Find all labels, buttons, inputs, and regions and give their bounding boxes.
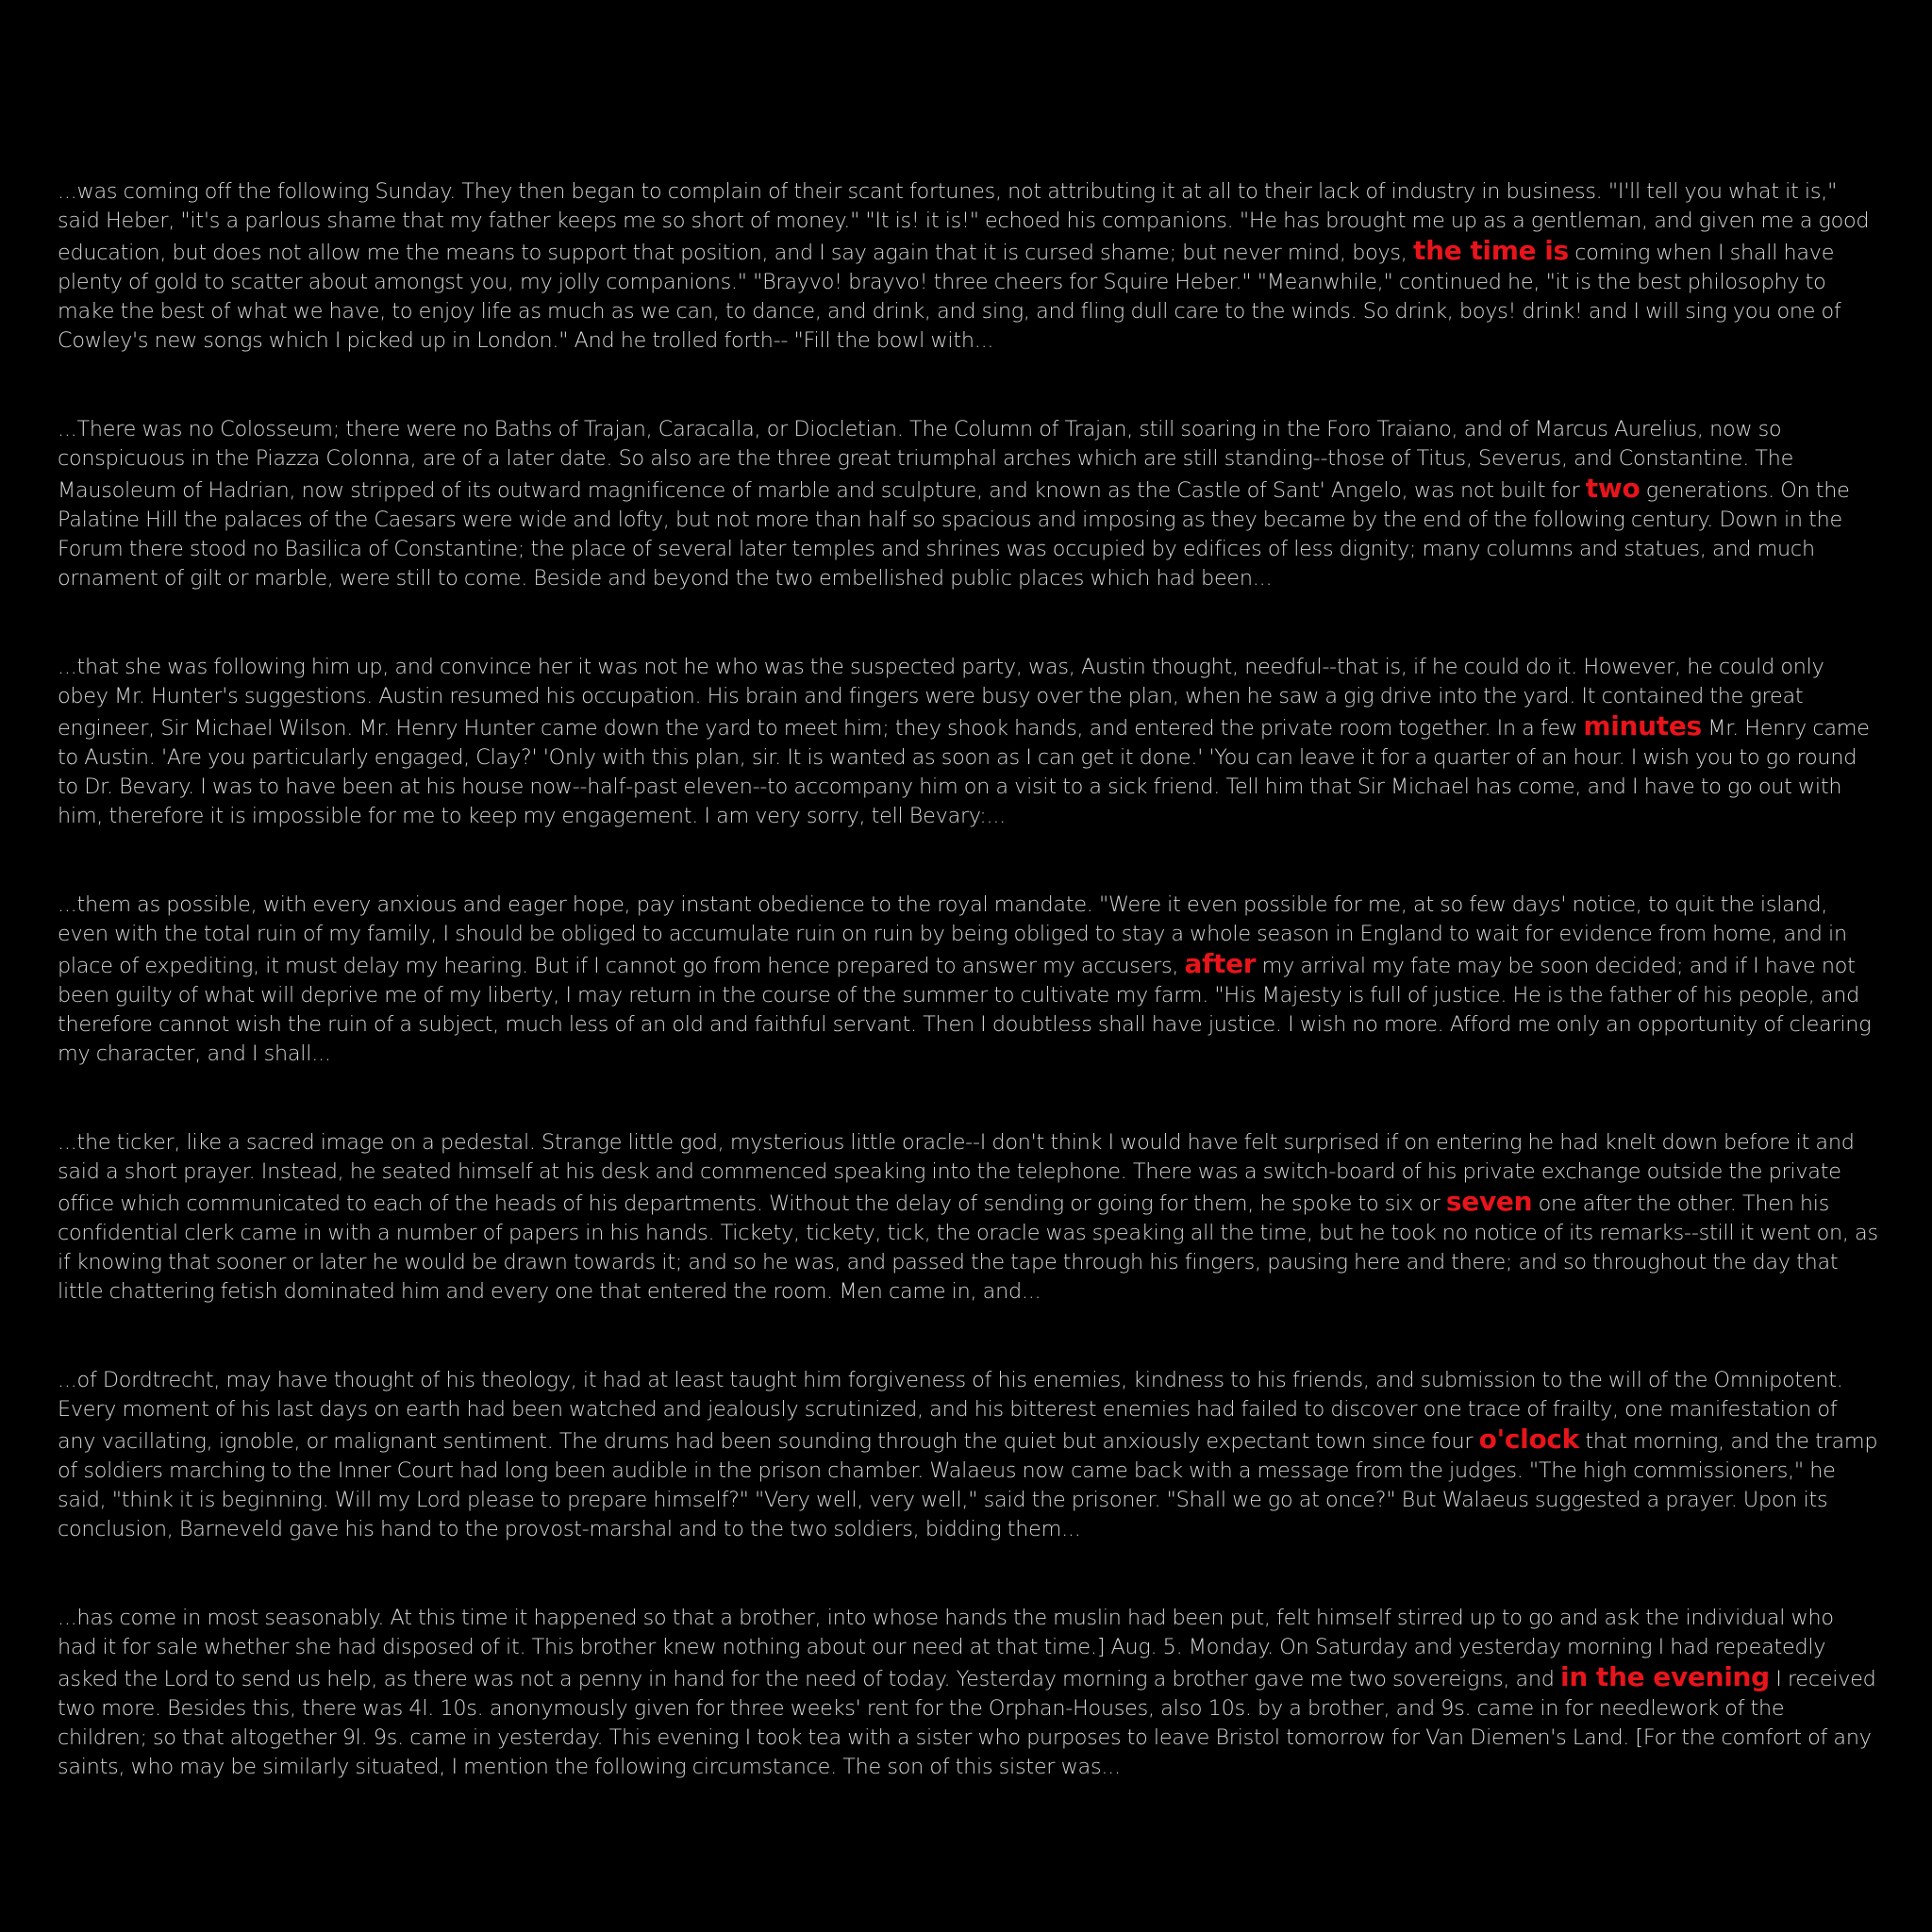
passage-text-after: one after the other. Then his confidential clerk came in with a number of papers in his hands. Tickety, tickety, tick, the oracle was speaking all the time, but he took no notice of its remarks--still it went on, as if knowing that sooner or later he would be drawn towards it; and so he was, and passed the tape through his fingers, pausing here and there; and so throughout the day that little chattering fetish dominated him and every one that entered the room. Men came in, and... [58,1191,1878,1304]
passage-text-before: ...that she was following him up, and convince her it was not he who was the suspected party, was, Austin thought, needful--that is, if he could do it. However, he could only obey Mr. Hunter's suggestions. Austin resumed his occupation. His brain and fingers were busy over the plan, when he saw a gig drive into the yard. It contained the great engineer, Sir Michael Wilson. Mr. Henry Hunter came down the yard to meet him; they shook hands, and entered the private room together. In a few [58,655,1824,741]
passage-text-after: coming when I shall have plenty of gold to scatter about amongst you, my jolly companions." "Brayvo! brayvo! three cheers for Squire Heber." "Meanwhile," continued he, "it is the best philosophy to make the best of what we have, to enjoy life as much as we can, to dance, and drink, and sing, and fling dull care to the winds. So drink, boys! drink! and I will sing you one of Cowley's new songs which I picked up in London." And he trolled forth-- "Fill the bowl with... [58,241,1841,353]
highlighted-time-phrase: the time is [1412,235,1569,266]
passage-text-after: I received two more. Besides this, there was 4l. 10s. anonymously given for three weeks' rent for the Orphan-Houses, also 10s. by a brother, and 9s. came in for needlework of the children; so that altogether 9l. 9s. came in yesterday. This evening I took tea with a sister who purposes to leave Bristol tomorrow for Van Diemen's Land. [For the comfort of any saints, who may be similarly situated, I mention the following circumstance. The son of this sister was... [58,1667,1876,1779]
passage-6 [58,1366,1878,1544]
passage-text-before: ...was coming off the following Sunday. They then began to complain of their scant fortunes, not attributing it at all to their lack of industry in business. "I'll tell you what it is," said Heber, "it's a parlous shame that my father keeps me so short of money." "It is! it is!" echoed his companions. "He has brought me up as a gentleman, and given me a good education, but does not allow me the means to support that position, and I say again that it is cursed shame; but never mind, boys, [58,179,1870,265]
passage-4 [58,891,1878,1069]
passage-text-after: that morning, and the tramp of soldiers marching to the Inner Court had long been audible in the prison chamber. Walaeus now came back with a message from the judges. "The high commissioners," he said, "think it is beginning. Will my Lord please to prepare himself?" "Very well, very well," said the prisoner. "Shall we go at once?" But Walaeus suggested a prayer. Upon its conclusion, Barneveld gave his hand to the provost-marshal and to the two soldiers, bidding them... [58,1429,1878,1541]
highlighted-time-phrase: o'clock [1478,1424,1579,1455]
highlighted-time-phrase: after [1184,948,1257,979]
passage-text-before: ...There was no Colosseum; there were no Baths of Trajan, Caracalla, or Diocletian. The Column of Trajan, still soaring in the Foro Traiano, and of Marcus Aurelius, now so conspicuous in the Piazza Colonna, are of a later date. So also are the three great triumphal arches which are still standing--those of Titus, Severus, and Constantine. The Mausoleum of Hadrian, now stripped of its outward magnificence of marble and sculpture, and known as the Castle of Sant' Angelo, was not built for [58,417,1794,503]
passage-text-after: Mr. Henry came to Austin. 'Are you particularly engaged, Clay?' 'Only with this plan, sir. It is wanted as soon as I can get it done.' 'You can leave it for a quarter of an hour. I wish you to go round to Dr. Bevary. I was to have been at his house now--half-past eleven--to accompany him on a visit to a sick friend. Tell him that Sir Michael has come, and I have to go out with him, therefore it is impossible for me to keep my engagement. I am very sorry, tell Bevary:... [58,716,1870,828]
highlighted-time-phrase: seven [1445,1186,1533,1217]
passage-2 [58,415,1878,593]
passage-3 [58,653,1878,831]
passage-text-after: my arrival my fate may be soon decided; and if I have not been guilty of what will deprive me of my liberty, I may return in the course of the summer to cultivate my farm. "His Majesty is full of justice. He is the father of his people, and therefore cannot wish the ruin of a subject, much less of an old and faithful servant. Then I doubtless shall have justice. I wish no more. Afford me only an opportunity of clearing my character, and I shall... [58,954,1872,1066]
passage-1 [58,177,1878,356]
passage-text-before: ...the ticker, like a sacred image on a pedestal. Strange little god, mysterious little oracle--I don't think I would have felt surprised if on entering he had knelt down before it and said a short prayer. Instead, he seated himself at his desk and commenced speaking into the telephone. There was a switch-board of his private exchange outside the private office which communicated to each of the heads of his departments. Without the delay of sending or going for them, he spoke to six or [58,1130,1855,1216]
highlighted-time-phrase: in the evening [1560,1661,1770,1692]
document-page [58,177,1878,1841]
passage-5 [58,1128,1878,1307]
passage-text-before: ...them as possible, with every anxious and eager hope, pay instant obedience to the royal mandate. "Were it even possible for me, at so few days' notice, to quit the island, even with the total ruin of my family, I should be obliged to accumulate ruin on ruin by being obliged to stay a whole season in England to wait for evidence from home, and in place of expediting, it must delay my hearing. But if I cannot go from hence prepared to answer my accusers, [58,892,1847,978]
passage-text-before: ...of Dordtrecht, may have thought of his theology, it had at least taught him forgiveness of his enemies, kindness to his friends, and submission to the will of the Omnipotent. Every moment of his last days on earth had been watched and jealously scrutinized, and his bitterest enemies had failed to discover one trace of frailty, one manifestation of any vacillating, ignoble, or malignant sentiment. The drums had been sounding through the quiet but anxiously expectant town since four [58,1368,1843,1454]
passage-7 [58,1604,1878,1782]
highlighted-time-phrase: two [1585,473,1641,504]
passage-text-before: ...has come in most seasonably. At this time it happened so that a brother, into whose hands the muslin had been put, felt himself stirred up to go and ask the individual who had it for sale whether she had disposed of it. This brother knew nothing about our need at that time.] Aug. 5. Monday. On Saturday and yesterday morning I had repeatedly asked the Lord to send us help, as there was not a penny in hand for the need of today. Yesterday morning a brother gave me two sovereigns, and [58,1606,1834,1691]
passage-text-after: generations. On the Palatine Hill the palaces of the Caesars were wide and lofty, but not more than half so spacious and imposing as they became by the end of the following century. Down in the Forum there stood no Basilica of Constantine; the place of several later temples and shrines was occupied by edifices of less dignity; many columns and statues, and much ornament of gilt or marble, were still to come. Beside and beyond the two embellished public places which had been... [58,478,1850,591]
highlighted-time-phrase: minutes [1583,710,1702,741]
